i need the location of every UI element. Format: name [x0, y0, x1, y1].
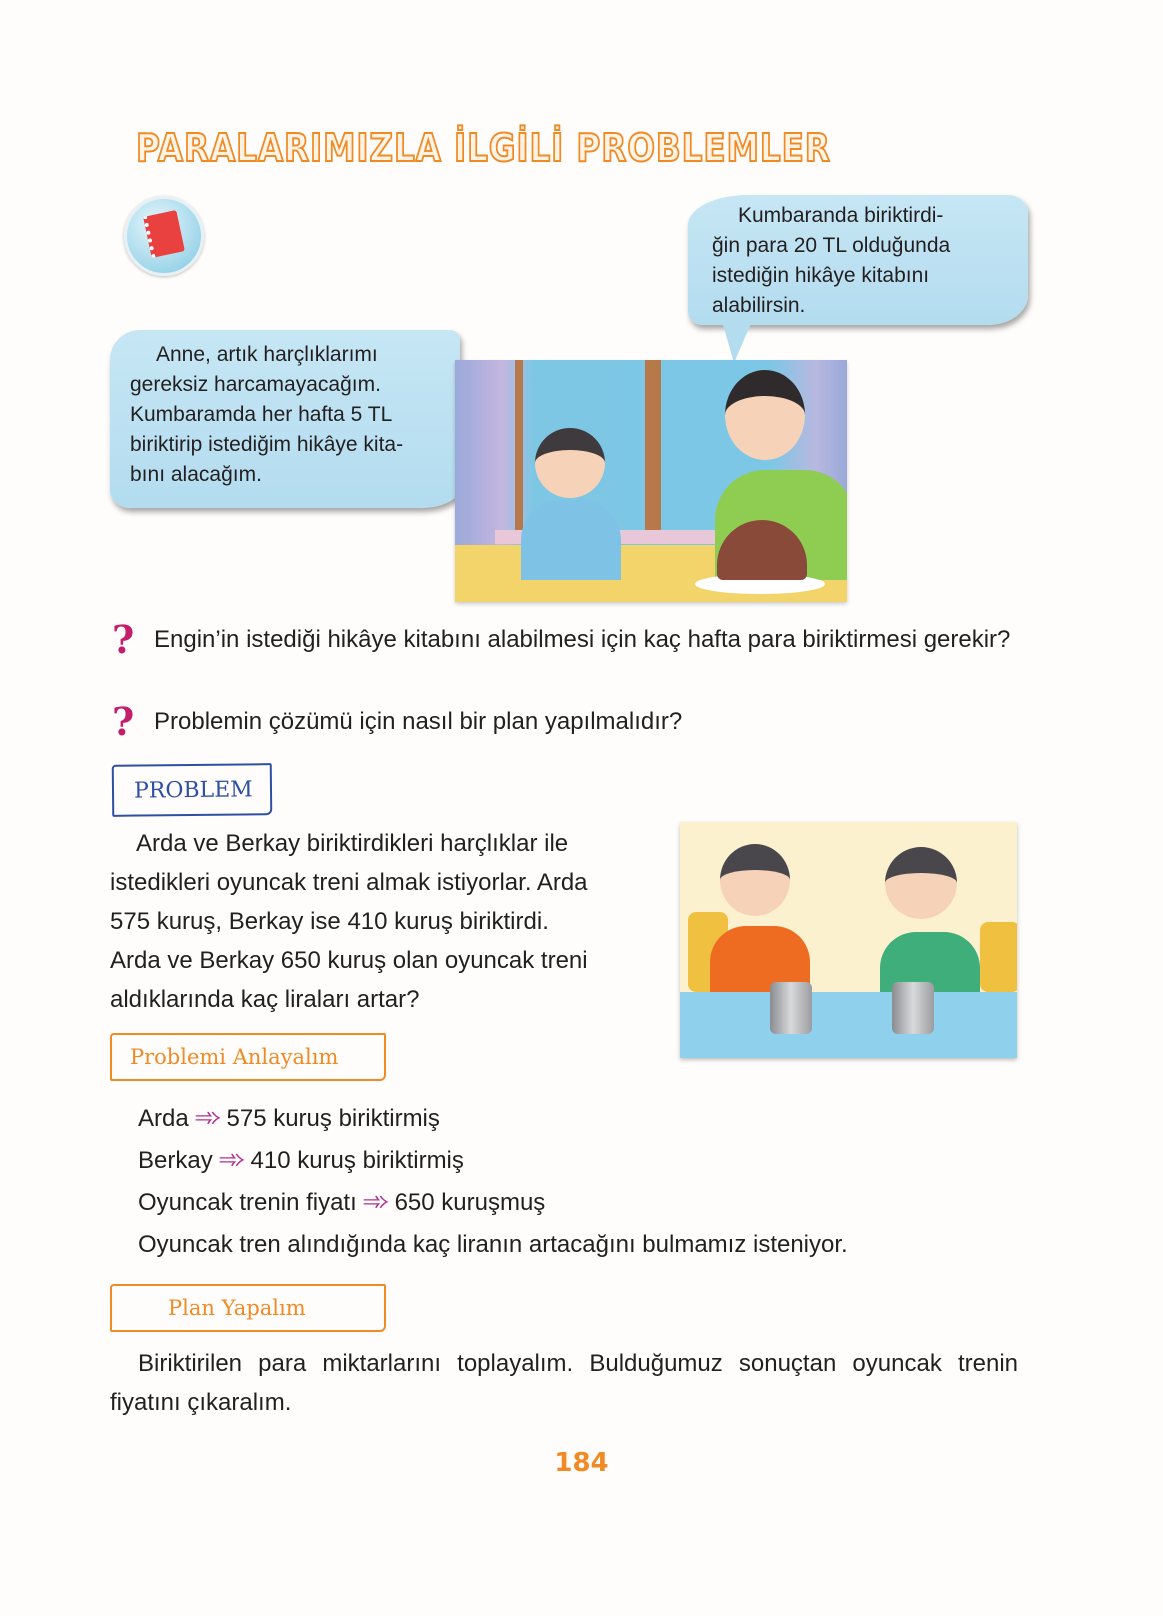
- bubble-tail: [722, 321, 752, 363]
- window-frame: [515, 360, 523, 535]
- problem-line: aldıklarında kaç liraları artar?: [110, 986, 420, 1013]
- illustration-arda-and-berkay: [680, 822, 1017, 1058]
- question-mark-icon: ?: [112, 699, 135, 744]
- item-subject: Arda: [138, 1105, 189, 1132]
- bubble-line: ğin para 20 TL olduğunda: [712, 234, 951, 257]
- item-value: 650 kuruşmuş: [394, 1189, 546, 1216]
- bubble-text: Anne, artık harçlıklarımı: [156, 343, 378, 366]
- boy-figure: [521, 500, 621, 580]
- bubble-line: istediğin hikâye kitabını: [712, 264, 930, 287]
- problem-text: [110, 824, 655, 1019]
- item-subject: Berkay: [138, 1147, 213, 1174]
- page-title: PARALARIMIZLA İLGİLİ PROBLEMLER: [136, 126, 831, 170]
- question-2: [112, 699, 1032, 744]
- problem-line-text: Arda ve Berkay biriktirdikleri harçlıklar ile: [136, 830, 569, 857]
- question-mark-icon: ?: [112, 617, 135, 662]
- bubble-line: Kumbaramda her hafta 5 TL: [130, 403, 393, 426]
- bubble-line: gereksiz harcamayacağım.: [130, 373, 381, 396]
- mother-head: [725, 370, 805, 460]
- arda-head: [720, 844, 790, 916]
- understand-label: Problemi Anlayalım: [110, 1033, 386, 1081]
- bubble-line: [712, 201, 1014, 231]
- table: [680, 992, 1017, 1058]
- illustration-mother-and-son: [455, 360, 847, 602]
- understand-item: [138, 1097, 1018, 1140]
- item-value: 575 kuruş biriktirmiş: [226, 1105, 440, 1132]
- chair: [980, 922, 1017, 992]
- problem-line: Arda ve Berkay 650 kuruş olan oyuncak treni: [110, 947, 588, 974]
- problem-line: [110, 824, 655, 863]
- money-box-icon: [892, 982, 934, 1034]
- speech-bubble-mom: [688, 195, 1028, 325]
- notebook-shape: [143, 210, 185, 258]
- speech-bubble-kid: [110, 330, 460, 508]
- problem-label: PROBLEM: [112, 763, 273, 817]
- bubble-text: Kumbaranda biriktirdi-: [738, 204, 944, 227]
- berkay-head: [885, 847, 957, 919]
- understand-item: [138, 1181, 1018, 1224]
- notebook-mascot-icon: [124, 196, 204, 276]
- understand-summary: Oyuncak tren alındığında kaç liranın artacağını bulmamız isteniyor.: [138, 1231, 848, 1258]
- page-number: 184: [554, 1448, 609, 1478]
- bubble-line: biriktirip istediğim hikâye kita-: [130, 433, 404, 456]
- question-text: Engin’in istediği hikâye kitabını alabilmesi için kaç hafta para biriktirmesi gerekir?: [154, 626, 1011, 653]
- arrow-right-icon: ➾: [217, 1145, 246, 1175]
- plan-text: Biriktirilen para miktarlarını toplayalım. Bulduğumuz sonuçtan oyuncak trenin fiyatını çıkaralım.: [110, 1350, 1018, 1416]
- item-value: 410 kuruş biriktirmiş: [250, 1147, 464, 1174]
- problem-line: 575 kuruş, Berkay ise 410 kuruş biriktirdi.: [110, 908, 549, 935]
- plan-label: Plan Yapalım: [110, 1284, 386, 1332]
- arrow-right-icon: ➾: [361, 1187, 390, 1217]
- item-subject: Oyuncak trenin fiyatı: [138, 1189, 357, 1216]
- problem-line: istedikleri oyuncak treni almak istiyorlar. Arda: [110, 869, 588, 896]
- question-text: Problemin çözümü için nasıl bir plan yapılmalıdır?: [154, 708, 683, 735]
- bubble-line: [130, 340, 446, 370]
- arrow-right-icon: ➾: [193, 1103, 222, 1133]
- money-box-icon: [770, 982, 812, 1034]
- question-1: [112, 617, 1032, 700]
- bubble-line: bını alacağım.: [130, 463, 262, 486]
- bubble-line: alabilirsin.: [712, 294, 806, 317]
- boy-head: [535, 428, 605, 498]
- understand-item: [138, 1139, 1018, 1182]
- window-frame: [645, 360, 661, 535]
